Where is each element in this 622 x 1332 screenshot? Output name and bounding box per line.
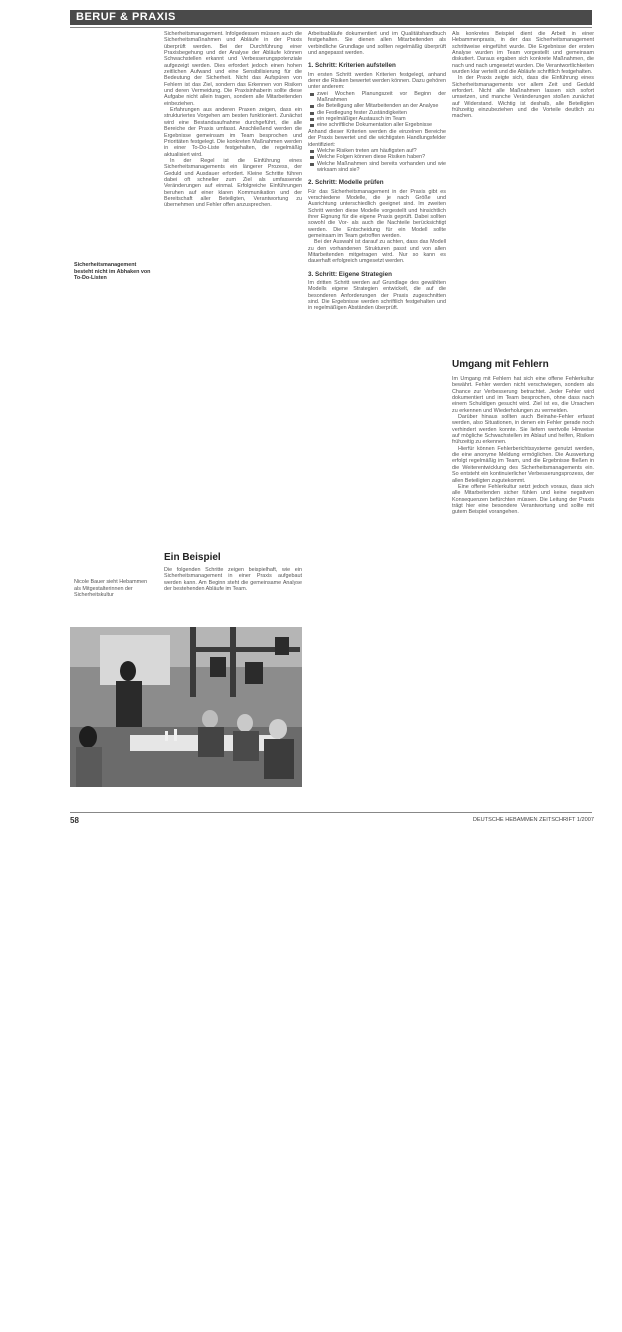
step-1-list-2: [308, 148, 446, 173]
paragraph: Arbeitsabläufe dokumentiert und im Qualitätshandbuch festgehalten. Sie dienen allen Mitarbeitenden als verbindliche Grundlage und sollten regelmäßig überprüft und angepasst werden.: [308, 31, 446, 57]
step-1-title: 1. Schritt: Kriterien aufstellen: [308, 62, 396, 70]
paragraph: Als konkretes Beispiel dient die Arbeit in einer Hebammenpraxis, in der das Sicherheitsmanagement schrittweise eingeführt wurde. Die Ergebnisse der ersten Analyse wurden im Team vorgestellt und gemeinsam diskutiert. Daraus ergaben sich konkrete Maßnahmen, die nach und nach umgesetzt wurden. Die Verantwortlichkeiten wurden klar verteilt und die Abläufe schriftlich festgehalten.: [452, 31, 594, 76]
paragraph: Sicherheitsmanagement. Infolgedessen müssen auch die Sicherheitsmaßnahmen und Abläufe in der Praxis überprüft werden. Bei der Durchführung einer Praxisbegehung und der Analyse der Abläufe können Schwachstellen erkannt und Verbesserungspotenziale aufgezeigt werden. Dies erfordert jedoch einen hohen zeitlichen Aufwand und eine Sensibilisierung für die Bedeutung der Sicherheit. Nicht das Aufspüren von Fehlern ist das Ziel, sondern das Erkennen von Risiken und deren Vermeidung. Die Praxisinhaberin sollte diese Aufgabe nicht allein tragen, sondern alle Mitarbeitenden einbeziehen.: [164, 31, 302, 107]
list-item: eine schriftliche Dokumentation aller Ergebnisse: [317, 122, 446, 128]
paragraph: Hierfür können Fehlerberichtssysteme genutzt werden, die eine anonyme Meldung ermöglichen. Die Auswertung erfolgt regelmäßig im Team, und die Ergebnisse fließen in die Weiterentwicklung des Sicherheitsmanagements ein. So entsteht ein kontinuierlicher Verbesserungsprozess, der allen Beteiligten zugutekommt.: [452, 445, 594, 484]
paragraph: Bei der Auswahl ist darauf zu achten, dass das Modell zu den vorhandenen Strukturen passt und von allen Mitarbeitenden mitgetragen wird. Nur so kann es dauerhaft erfolgreich umgesetzt werden.: [308, 239, 446, 265]
paragraph: Im Umgang mit Fehlern hat sich eine offene Fehlerkultur bewährt. Fehler werden nicht verschwiegen, sondern als Chance zur Verbesserung betrachtet. Jeder Fehler wird dokumentiert und im Team besprochen, ohne dass nach einem Schuldigen gesucht wird. Ziel ist es, die Ursachen zu erkennen und Wiederholungen zu vermeiden.: [452, 376, 594, 414]
text-column-2: [308, 31, 446, 811]
heading-umgang-mit-fehlern: Umgang mit Fehlern: [452, 359, 549, 370]
margin-note-callout: Sicherheitsmanagement besteht nicht im Abhaken von To-Do-Listen: [74, 262, 151, 282]
photo-credit: Foto: privat: [362, 1311, 367, 1332]
step-1-list: [308, 91, 446, 129]
text-column-1-beispiel: [164, 567, 302, 612]
list-item: die Beteiligung aller Mitarbeitenden an der Analyse: [317, 103, 446, 109]
section-header-bar: [70, 10, 592, 25]
journal-name: DEUTSCHE HEBAMMEN ZEITSCHRIFT 1/2007: [472, 817, 594, 823]
margin-note-caption: Nicole Bauer sieht Hebammen als Mitgestalterinnen der Sicherheitskultur: [74, 579, 148, 599]
heading-ein-beispiel: Ein Beispiel: [164, 552, 221, 563]
text-column-3-fehler: [452, 376, 594, 811]
list-item: zwei Wochen Planungszeit vor Beginn der Maßnahmen: [317, 90, 446, 104]
list-item: Welche Risiken treten am häufigsten auf?: [317, 148, 446, 154]
paragraph: Eine offene Fehlerkultur setzt jedoch voraus, dass sich alle Mitarbeitenden sicher fühlen und keine negativen Konsequenzen befürchten müssen. Die Leitung der Praxis trägt hier eine besondere Verantwortung und sollte mit gutem Beispiel vorangehen.: [452, 483, 594, 516]
header-divider: [70, 27, 592, 28]
paragraph: Darüber hinaus sollten auch Beinahe-Fehler erfasst werden, also Situationen, in denen ein Fehler gerade noch verhindert werden konnte. Sie liefern wertvolle Hinweise auf mögliche Schwachstellen im Ablauf und helfen, Risiken frühzeitig zu erkennen.: [452, 414, 594, 446]
paragraph: Für das Sicherheitsmanagement in der Praxis gibt es verschiedene Modelle, die je nach Größe und Ausrichtung unterschiedlich geeignet sind. Im zweiten Schritt werden diese Modelle vorgestellt und hinsichtlich ihrer Eignung für die eigene Praxis geprüft. Dabei sollten sowohl die Vor- als auch die Nachteile berücksichtigt werden. Die Entscheidung für ein Modell sollte gemeinsam im Team getroffen werden.: [308, 188, 446, 239]
page-number: 58: [70, 816, 79, 825]
list-item: ein regelmäßiger Austausch im Team: [317, 116, 446, 122]
text-column-1: [164, 31, 302, 526]
list-item: die Festlegung fester Zuständigkeiten: [317, 110, 446, 116]
paragraph: Anhand dieser Kriterien werden die einzelnen Bereiche der Praxis bewertet und die wichtigsten Handlungsfelder identifiziert:: [308, 128, 446, 148]
list-item: Welche Maßnahmen sind bereits vorhanden und wie wirksam sind sie?: [317, 160, 446, 173]
footer-divider: [70, 812, 592, 813]
paragraph: Erfahrungen aus anderen Praxen zeigen, dass ein strukturiertes Vorgehen am besten funktioniert. Zunächst wird eine Bestandsaufnahme durchgeführt, die alle Bereiche der Praxis umfasst. Anschließend werden die Ergebnisse gemeinsam im Team besprochen und Prioritäten festgelegt. Die konkreten Maßnahmen werden in einer To-Do-Liste festgehalten, die regelmäßig aktualisiert wird.: [164, 107, 302, 158]
paragraph: In der Praxis zeigte sich, dass die Einführung eines Sicherheitsmanagements vor allem Zeit und Geduld erfordert. Nicht alle Maßnahmen lassen sich sofort umsetzen, und manche Veränderungen stoßen zunächst auf Widerstand. Wichtig ist deshalb, alle Beteiligten frühzeitig einzubeziehen und die Vorteile deutlich zu machen.: [452, 75, 594, 120]
section-title: BERUF & PRAXIS: [76, 11, 176, 23]
paragraph: Im dritten Schritt werden auf Grundlage des gewählten Modells eigene Strategien entwickelt, die auf die besonderen Anforderungen der Praxis zugeschnitten sind. Die Ergebnisse werden schriftlich festgehalten und in regelmäßigen Abständen überprüft.: [308, 280, 446, 312]
list-item: Welche Folgen können diese Risiken haben?: [317, 154, 446, 160]
step-3-title: 3. Schritt: Eigene Strategien: [308, 270, 392, 278]
paragraph: In der Regel ist die Einführung eines Sicherheitsmanagements ein längerer Prozess, der Geduld und Ausdauer erfordert. Kleine Schritte führen dabei oft schneller zum Ziel als umfassende Veränderungen auf einmal. Erfolgreiche Einführungen beruhen auf einer klaren Kommunikation und der Bereitschaft aller Beteiligten, Verantwortung zu übernehmen und Fehler offen anzusprechen.: [164, 157, 302, 209]
step-2-title: 2. Schritt: Modelle prüfen: [308, 179, 384, 187]
workshop-photo-illustration: [70, 627, 302, 787]
paragraph: Im ersten Schritt werden Kriterien festgelegt, anhand derer die Risiken bewertet werden können. Dazu gehören unter anderem:: [308, 71, 446, 91]
paragraph: Die folgenden Schritte zeigen beispielhaft, wie ein Sicherheitsmanagement in einer Praxis aufgebaut werden kann. Am Beginn steht die gemeinsame Analyse der bestehenden Abläufe im Team.: [164, 567, 302, 593]
